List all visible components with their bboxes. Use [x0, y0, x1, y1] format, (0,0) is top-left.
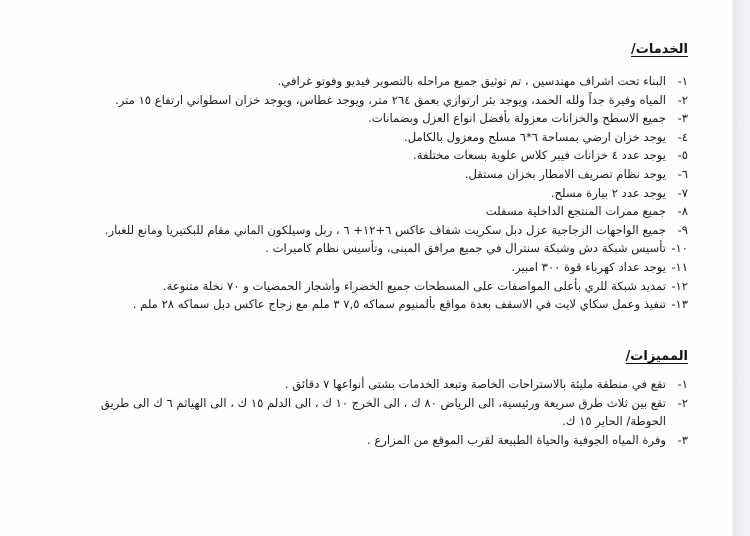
services-item: [105, 184, 688, 203]
item-text: تقع في منطقة مليئة بالاستراحات الخاصة وتبعد الخدمات بشتى أنواعها ٧ دقائق .: [284, 377, 666, 391]
item-number: ٣-: [677, 432, 688, 447]
services-item: [105, 295, 688, 314]
item-text: تمديد شبكة للري بأعلى المواصفات على المسطحات جميع الخضراء وأشجار الحمضيات و ٧٠ نخلة متنوعة.: [162, 278, 666, 293]
services-item: [105, 146, 688, 165]
item-text: المياه وفيرة جداً ولله الحمد، ويوجد بئر ارتوازي بعمق ٢٦٤ متر، ويوجد غطاس، ويوجد خزان اسطواني ارتفاع ١٥ متر.: [115, 92, 666, 107]
item-text: البناء تحت اشراف مهندسين ، تم توثيق جميع مراحله بالتصوير فيديو وفوتو غرافي.: [277, 74, 666, 88]
item-number: ١١-: [671, 259, 688, 274]
item-text: يوجد عدد ٢ بيارة مسلح.: [550, 185, 666, 200]
item-number: ٧-: [677, 185, 688, 200]
services-item: [105, 258, 688, 277]
item-text: جميع ممرات المنتجع الداخلية مسفلت: [485, 204, 666, 219]
services-item: [105, 91, 688, 110]
item-number: ٤-: [677, 129, 688, 144]
item-text: تقع بين ثلاث طرق سريعة ورئيسية، الى الرياض ٨٠ ك ، الى الخرج ١٠ ك ، الى الدلم ١٥ ك ، الى الهياثم ٦ ك الى طريق الحوطة/ الحاير ١٥ ك.: [100, 395, 666, 429]
item-text: تنفيذ وعمل سكاي لايت في الاسقف بعدة مواقع بألمنيوم سماكه ٧,٥ ٣ ملم مع زجاج عاكس دبل سماكه ٢٨ ملم .: [132, 297, 666, 312]
item-number: ١٣-: [671, 297, 688, 312]
item-text: يوجد نظام تصريف الامطار بخزان مستقل.: [464, 166, 666, 181]
services-item: [105, 165, 688, 184]
services-list: [105, 72, 688, 314]
item-text: يوجد عدد ٤ خزانات فيبر كلاس علوية بسعات مختلفة.: [413, 148, 666, 163]
item-number: ٢-: [677, 92, 688, 107]
item-text: جميع الواجهات الزجاجية عزل دبل سكريت شفاف عاكس ٦+١٢+ ٦ ، ربل وسيلكون الماني مقام للبكتيريا ومانع للغبار.: [104, 222, 666, 237]
item-number: ١٢-: [671, 278, 688, 293]
item-text: يوجد عداد كهرباء قوة ٣٠٠ امبير.: [511, 259, 666, 274]
features-item: [76, 375, 688, 394]
services-heading: الخدمات/: [631, 42, 688, 57]
features-item: [76, 431, 688, 450]
features-heading: المميزات/: [625, 349, 688, 364]
features-item: [76, 394, 688, 431]
services-item: [105, 239, 688, 258]
item-text: يوجد خزان ارضي بمساحة ٦*٦ مسلح ومعزول بالكامل.: [404, 129, 666, 144]
features-list: [76, 375, 688, 449]
item-text: جميع الاسطح والخزانات معزولة بأفضل انواع العزل وبضمانات.: [368, 111, 666, 126]
item-number: ٦-: [677, 166, 688, 181]
item-number: ٣-: [677, 111, 688, 126]
item-number: ٥-: [677, 148, 688, 163]
services-item: [105, 277, 688, 296]
item-number: ١٠-: [671, 241, 688, 256]
item-number: ٢-: [677, 395, 688, 410]
item-text: وفرة المياه الجوفية والحياة الطبيعة لقرب الموقع من المزارع .: [366, 432, 666, 447]
services-item: [105, 72, 688, 91]
services-item: [105, 221, 688, 240]
services-item: [105, 109, 688, 128]
item-number: ٩-: [677, 222, 688, 237]
item-number: ١-: [677, 74, 688, 88]
item-text: تأسيس شبكة دش وشبكة سنترال في جميع مرافق المبنى، وتأسيس نظام كاميرات .: [265, 241, 666, 256]
services-item: [105, 128, 688, 147]
item-number: ٨-: [677, 204, 688, 219]
item-number: ١-: [677, 377, 688, 391]
services-item: [105, 202, 688, 221]
page-edge-shadow: [732, 0, 750, 536]
